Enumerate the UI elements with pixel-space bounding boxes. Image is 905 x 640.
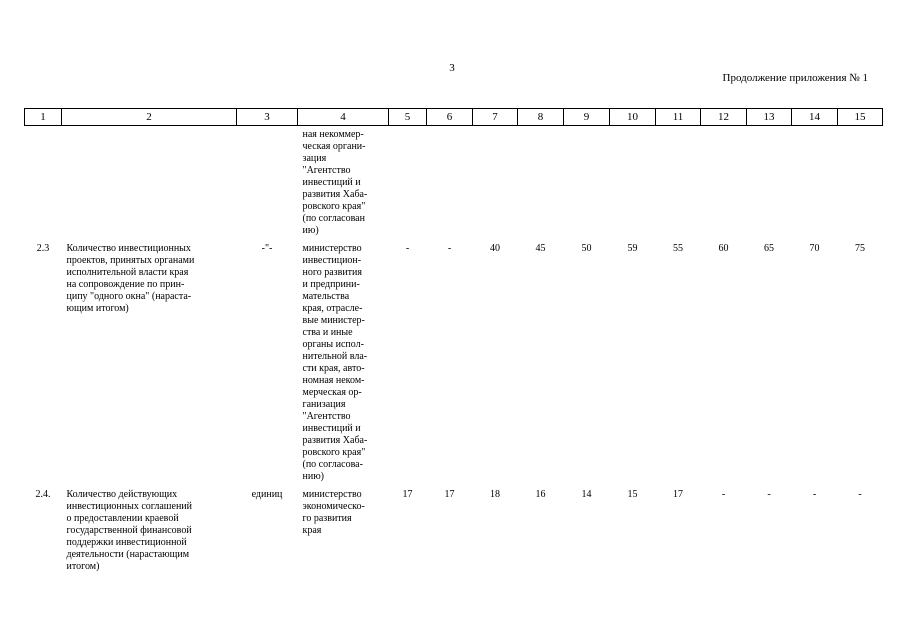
value-cell: 55: [673, 243, 683, 254]
value-cell: 15: [627, 489, 638, 500]
value-cell: 75: [855, 243, 865, 254]
value-cell: [792, 126, 838, 238]
value-cell: [473, 126, 518, 238]
value-cell: 70: [809, 243, 820, 254]
unit: единиц: [251, 489, 283, 500]
value-cell: [747, 126, 792, 238]
col-header: 15: [838, 109, 883, 126]
value-cell: -: [812, 489, 817, 500]
executor: ная некоммер- ческая органи- зация "Агентство инвестиций и развития Хаба- ровского края" (по согласован ию): [302, 129, 368, 236]
value-cell: [656, 126, 701, 238]
col-header: 10: [610, 109, 656, 126]
continuation-label: Продолжение приложения № 1: [722, 72, 868, 84]
table-row: [25, 237, 883, 483]
col-header: 6: [427, 109, 473, 126]
value-cell: -: [447, 243, 452, 254]
value-cell: 60: [718, 243, 729, 254]
indicator-name: Количество инвестиционных проектов, принятых органами исполнительной власти края на сопровождение по прин- ципу "одного окна" (нараста- ющим итогом): [66, 243, 195, 314]
executor: министерство экономическо- го развития края: [302, 489, 365, 536]
table-row: [25, 483, 883, 573]
col-header: 5: [389, 109, 427, 126]
row-number: [25, 126, 62, 238]
row-number: 2.4.: [35, 489, 51, 500]
col-header: 4: [298, 109, 389, 126]
col-header: 8: [518, 109, 564, 126]
value-cell: 14: [581, 489, 592, 500]
value-cell: [518, 126, 564, 238]
value-cell: -: [858, 489, 862, 500]
table-row: [25, 126, 883, 238]
value-cell: 65: [764, 243, 774, 254]
col-header: 14: [792, 109, 838, 126]
value-cell: 17: [444, 489, 455, 500]
col-header: 2: [62, 109, 237, 126]
col-header: 11: [656, 109, 701, 126]
unit: -"-: [261, 243, 273, 254]
value-cell: [838, 126, 883, 238]
col-header: 9: [564, 109, 610, 126]
value-cell: 50: [581, 243, 592, 254]
value-cell: 16: [535, 489, 546, 500]
executor: министерство инвестицион- ного развития и предприни- мательства края, отрасле- вые министер- ства и иные органы испол- нительной вла- сти края, авто- номная неком- мерческая ор- ганизация "Агентство инвестиций и развития Хаба- ровского края" (по согласова- нию): [302, 243, 368, 482]
col-header: 12: [701, 109, 747, 126]
col-header: 7: [473, 109, 518, 126]
value-cell: [389, 126, 427, 238]
value-cell: 17: [673, 489, 683, 500]
col-header: 3: [237, 109, 298, 126]
value-cell: -: [767, 489, 771, 500]
value-cell: [564, 126, 610, 238]
value-cell: 18: [490, 489, 500, 500]
indicators-table: [24, 108, 883, 573]
row-number: 2.3: [36, 243, 50, 254]
value-cell: -: [721, 489, 726, 500]
col-header: 1: [25, 109, 62, 126]
value-cell: 40: [490, 243, 500, 254]
value-cell: 17: [402, 489, 413, 500]
column-number-row: [25, 109, 883, 126]
indicator-name: Количество действующих инвестиционных соглашений о предоставлении краевой государственной финансовой поддержки инвестиционной деятельности (нарастающим итогом): [66, 489, 192, 572]
value-cell: [427, 126, 473, 238]
value-cell: 45: [535, 243, 546, 254]
value-cell: 59: [627, 243, 638, 254]
page-number: 3: [449, 62, 455, 74]
value-cell: [701, 126, 747, 238]
unit: [237, 126, 298, 238]
col-header: 13: [747, 109, 792, 126]
value-cell: -: [405, 243, 410, 254]
value-cell: [610, 126, 656, 238]
indicator-name: [62, 126, 237, 238]
